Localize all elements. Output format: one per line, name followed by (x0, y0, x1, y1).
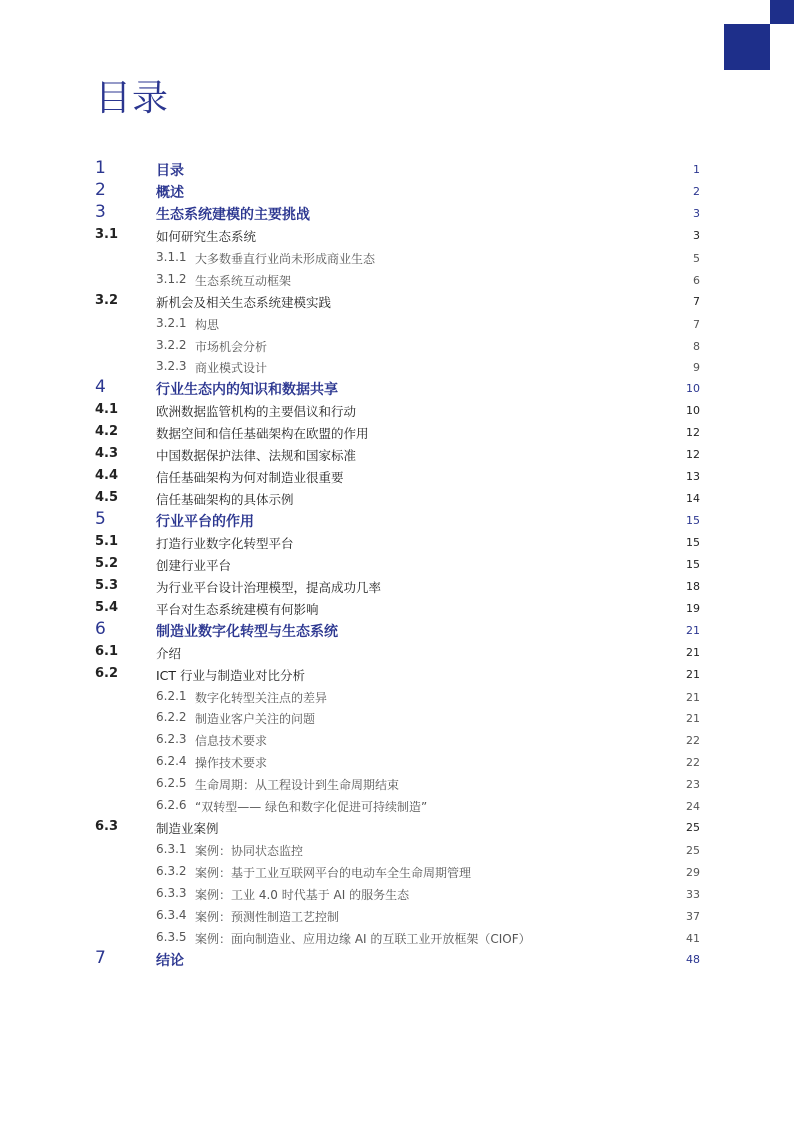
toc-entry[interactable] (0, 268, 794, 290)
toc-entry-page: 25 (686, 844, 700, 858)
toc-entry-label: 大多数垂直行业尚未形成商业生态 (195, 251, 376, 266)
toc-entry[interactable] (0, 421, 794, 443)
toc-entry-number: 5.3 (95, 577, 119, 593)
toc-entry-number: 6.2.5 (156, 776, 187, 791)
toc-entry-label: 制造业客户关注的问题 (195, 712, 316, 727)
toc-entry-page: 23 (686, 778, 700, 792)
toc-entry-page: 6 (693, 273, 700, 287)
toc-entry-label: 平台对生态系统建模有何影响 (156, 601, 319, 617)
toc-entry-label: 生命周期：从工程设计到生命周期结束 (195, 778, 400, 793)
toc-entry-page: 21 (686, 712, 700, 726)
toc-entry-number: 3.1 (95, 226, 119, 242)
toc-entry-number: 3.2.2 (156, 337, 187, 352)
toc-entry[interactable] (0, 399, 794, 421)
toc-entry-label: 欧洲数据监管机构的主要倡议和行动 (156, 404, 357, 420)
toc-entry-page: 7 (693, 317, 700, 331)
toc-entry-number: 3.1.2 (156, 271, 187, 286)
toc-entry-label: 为行业平台设计治理模型，提高成功几率 (156, 579, 382, 595)
toc-entry-page: 7 (693, 294, 700, 308)
toc-entry-label: 创建行业平台 (156, 557, 232, 573)
toc-entry-page: 3 (693, 228, 700, 242)
toc-entry-number: 3 (95, 201, 106, 222)
toc-entry[interactable] (0, 575, 794, 597)
toc-entry[interactable] (0, 728, 794, 750)
toc-entry-page: 15 (686, 514, 700, 527)
toc-entry[interactable] (0, 794, 794, 816)
toc-entry-number: 6.3.5 (156, 929, 187, 944)
toc-entry-page: 21 (686, 623, 700, 637)
toc-entry-label: 案例：预测性制造工艺控制 (195, 909, 340, 924)
toc-entry[interactable] (0, 246, 794, 268)
toc-entry-number: 4.4 (95, 468, 119, 484)
toc-entry-label: 行业平台的作用 (156, 514, 254, 530)
toc-entry[interactable] (0, 312, 794, 334)
toc-entry-page: 1 (693, 163, 700, 176)
toc-entry-label: 打造行业数字化转型平台 (156, 535, 294, 551)
corner-accent-small (770, 0, 794, 24)
toc-entry[interactable] (0, 750, 794, 772)
toc-entry-number: 6 (95, 618, 106, 639)
toc-entry-number: 5.4 (95, 599, 119, 615)
toc-entry-number: 6.3.3 (156, 885, 187, 900)
toc-entry-label: ICT 行业与制造业对比分析 (156, 667, 306, 683)
toc-entry-number: 6.3.1 (156, 842, 187, 857)
toc-entry[interactable] (0, 706, 794, 728)
toc-entry-label: 案例：协同状态监控 (195, 844, 304, 859)
toc-entry[interactable] (0, 355, 794, 377)
toc-entry-label: 行业生态内的知识和数据共享 (156, 382, 338, 399)
toc-entry-label: 如何研究生态系统 (156, 228, 257, 244)
toc-entry-page: 5 (693, 251, 700, 265)
toc-entry-label: 新机会及相关生态系统建模实践 (156, 294, 332, 310)
toc-entry-page: 2 (693, 184, 700, 198)
toc-entry-page: 3 (693, 206, 700, 220)
toc-entry-number: 7 (95, 947, 106, 968)
toc-entry[interactable] (0, 685, 794, 707)
toc-entry-page: 21 (686, 645, 700, 659)
toc-entry-number: 5 (95, 509, 106, 529)
toc-entry[interactable] (0, 334, 794, 356)
toc-entry-number: 2 (95, 179, 106, 200)
toc-entry-label: 结论 (156, 952, 184, 969)
toc-entry-label: 构思 (195, 317, 220, 332)
toc-entry-number: 6.3.2 (156, 864, 187, 878)
toc-entry-number: 6.2 (95, 665, 119, 681)
toc-entry[interactable] (0, 619, 794, 641)
toc-entry-page: 9 (693, 361, 700, 375)
toc-entry[interactable] (0, 838, 794, 860)
toc-entry-label: 数据空间和信任基础架构在欧盟的作用 (156, 426, 369, 442)
toc-entry-page: 25 (686, 821, 700, 835)
toc-entry-label: 市场机会分析 (195, 339, 268, 354)
toc-entry[interactable] (0, 904, 794, 926)
toc-entry-page: 29 (686, 866, 700, 879)
toc-entry[interactable] (0, 290, 794, 312)
toc-entry-page: 15 (686, 535, 700, 549)
toc-entry-page: 13 (686, 470, 700, 484)
toc-entry-label: 概述 (156, 184, 184, 201)
toc-entry-number: 4.3 (95, 446, 119, 462)
toc-entry-number: 5.2 (95, 555, 119, 571)
toc-entry-page: 12 (686, 448, 700, 462)
toc-entry-page: 21 (686, 667, 700, 681)
corner-accent-large (724, 24, 770, 70)
toc-entry-number: 1 (95, 158, 106, 178)
toc-entry[interactable] (0, 641, 794, 663)
toc-entry-label: 中国数据保护法律、法规和国家标准 (156, 448, 357, 464)
toc-entry-label: 操作技术要求 (195, 756, 268, 771)
toc-entry-number: 6.2.3 (156, 732, 187, 747)
toc-entry-number: 6.2.6 (156, 798, 187, 813)
toc-entry-number: 6.2.4 (156, 754, 187, 769)
toc-entry[interactable] (0, 158, 794, 180)
toc-entry-page: 14 (686, 492, 700, 506)
toc-entry-page: 48 (686, 952, 700, 966)
toc-entry-page: 22 (686, 756, 700, 770)
toc-entry-label: 信任基础架构为何对制造业很重要 (156, 470, 344, 486)
toc-entry-label: 制造业案例 (156, 821, 219, 837)
toc-entry[interactable] (0, 465, 794, 487)
toc-entry-page: 21 (686, 690, 700, 704)
toc-entry-label: 生态系统互动框架 (195, 273, 292, 288)
toc-entry-number: 6.1 (95, 643, 119, 659)
toc-entry[interactable] (0, 816, 794, 838)
table-of-contents (0, 158, 794, 970)
toc-entry[interactable] (0, 926, 794, 948)
toc-entry-page: 41 (686, 931, 700, 945)
toc-entry-number: 3.2.1 (156, 315, 187, 330)
toc-entry-number: 4.5 (95, 490, 119, 506)
toc-entry-label: 生态系统建模的主要挑战 (156, 206, 310, 223)
toc-entry-page: 18 (686, 579, 700, 593)
toc-entry-page: 10 (686, 382, 700, 396)
toc-entry-page: 8 (693, 339, 700, 353)
toc-entry-label: 数字化转型关注点的差异 (195, 690, 328, 705)
toc-entry[interactable] (0, 224, 794, 246)
toc-entry[interactable] (0, 509, 794, 531)
toc-entry-page: 37 (686, 909, 700, 923)
toc-entry-number: 6.3 (95, 819, 119, 835)
toc-entry-label: 案例：基于工业互联网平台的电动车全生命周期管理 (195, 866, 472, 880)
toc-entry-label: 介绍 (156, 645, 182, 661)
toc-entry-number: 3.1.1 (156, 249, 187, 264)
toc-entry-label: 制造业数字化转型与生态系统 (156, 623, 338, 640)
toc-entry[interactable] (0, 772, 794, 794)
toc-entry[interactable] (0, 860, 794, 882)
toc-entry-label: 商业模式设计 (195, 361, 268, 376)
toc-entry-number: 3.2 (95, 292, 119, 308)
toc-entry-page: 22 (686, 734, 700, 748)
toc-entry[interactable] (0, 180, 794, 202)
page-title: 目录 (95, 78, 170, 119)
toc-entry-page: 24 (686, 800, 700, 814)
toc-entry[interactable] (0, 377, 794, 399)
toc-entry[interactable] (0, 202, 794, 224)
toc-entry-page: 19 (686, 601, 700, 615)
toc-entry-number: 3.2.3 (156, 359, 187, 374)
toc-entry-page: 12 (686, 426, 700, 440)
toc-entry-page: 15 (686, 557, 700, 571)
toc-entry-page: 10 (686, 404, 700, 418)
toc-entry[interactable] (0, 597, 794, 619)
toc-entry[interactable] (0, 553, 794, 575)
toc-entry-number: 6.2.2 (156, 710, 187, 725)
toc-entry-label: 信息技术要求 (195, 734, 268, 749)
toc-entry-number: 4.2 (95, 424, 119, 440)
toc-entry-label: 案例：工业 4.0 时代基于 AI 的服务生态 (195, 887, 410, 902)
toc-entry[interactable] (0, 882, 794, 904)
toc-entry-label: 信任基础架构的具体示例 (156, 492, 294, 508)
toc-entry[interactable] (0, 948, 794, 970)
toc-entry-label: 目录 (156, 163, 184, 179)
toc-entry-label: 案例：面向制造业、应用边缘 AI 的互联工业开放框架（CIOF） (195, 931, 531, 946)
toc-entry[interactable] (0, 487, 794, 509)
toc-entry[interactable] (0, 443, 794, 465)
toc-entry-label: “双转型—— 绿色和数字化促进可持续制造” (195, 800, 428, 815)
toc-entry-number: 6.2.1 (156, 688, 187, 703)
toc-entry-number: 5.1 (95, 533, 119, 549)
toc-entry[interactable] (0, 663, 794, 685)
toc-entry-number: 6.3.4 (156, 907, 187, 922)
toc-entry[interactable] (0, 531, 794, 553)
toc-entry-number: 4 (95, 377, 106, 398)
toc-entry-page: 33 (686, 887, 700, 901)
toc-entry-number: 4.1 (95, 402, 119, 418)
